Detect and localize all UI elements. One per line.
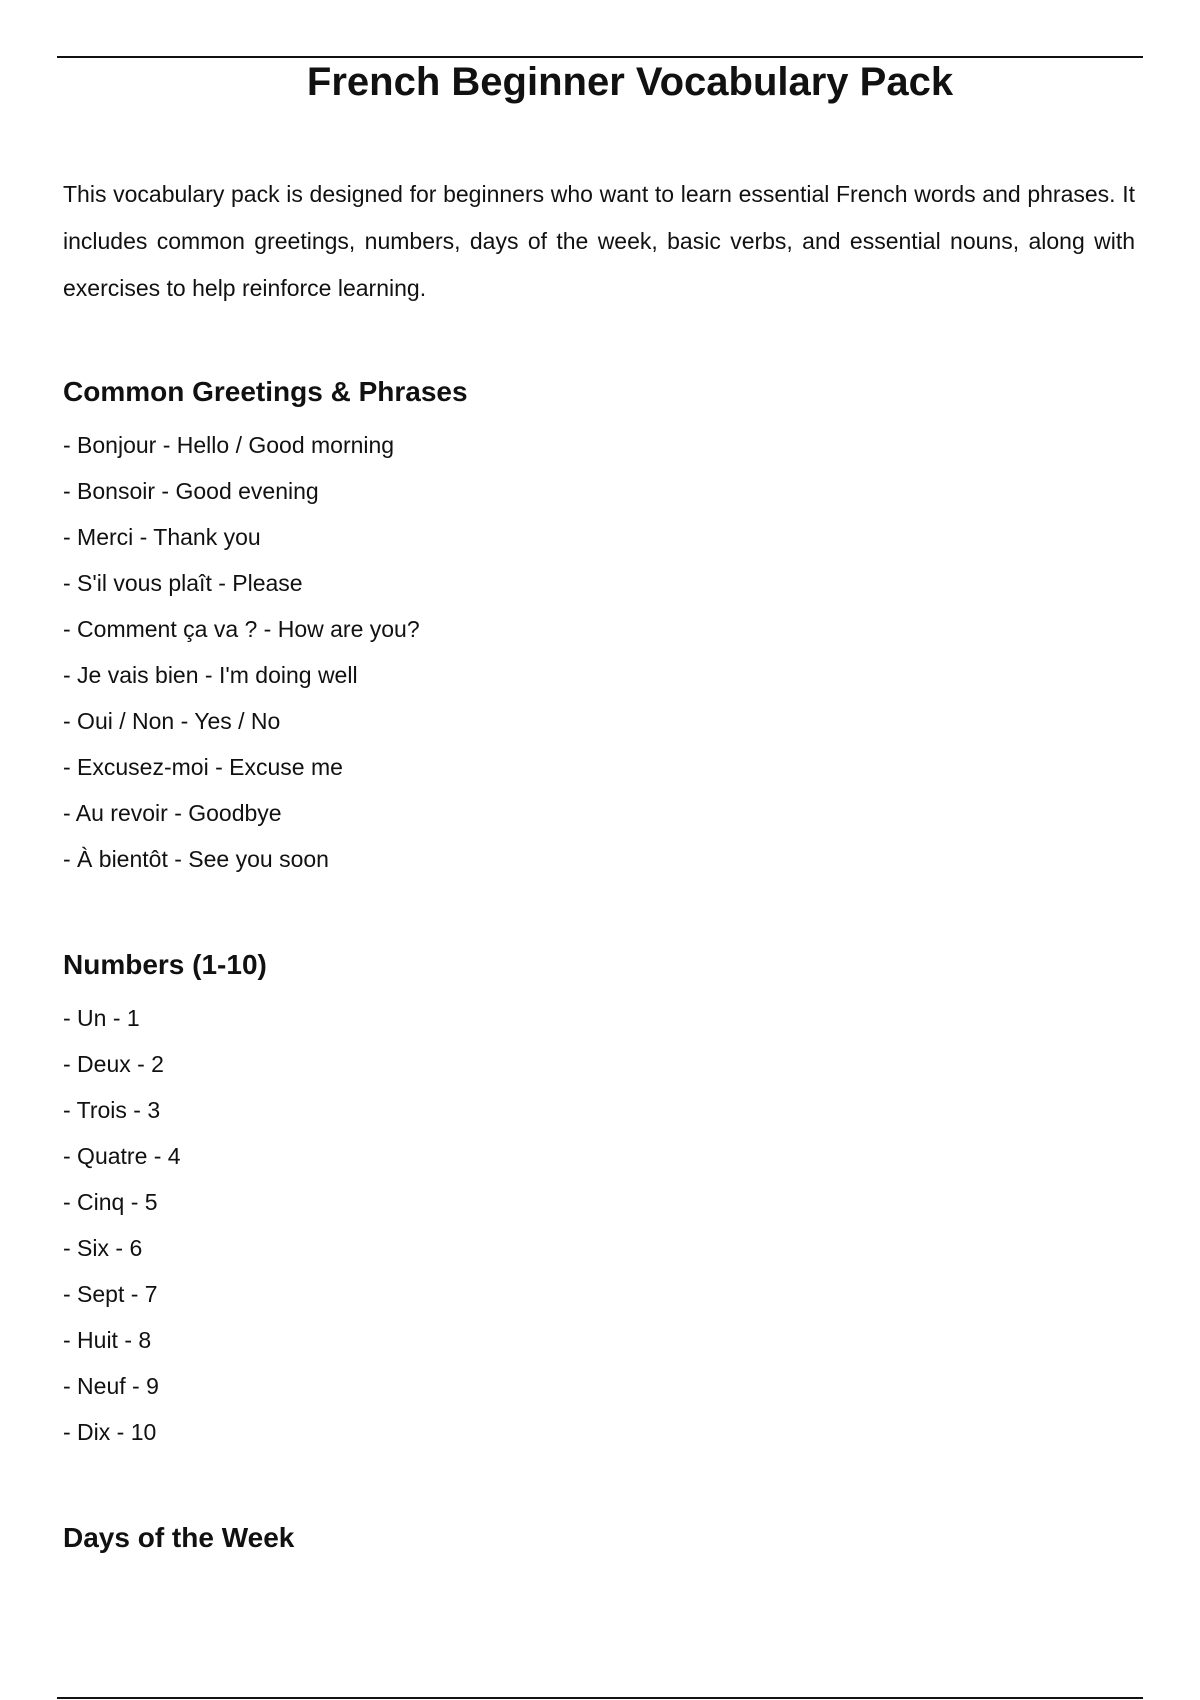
list-item: - Merci - Thank you (63, 524, 261, 550)
greetings-list (63, 422, 420, 882)
list-item: - Huit - 8 (63, 1327, 152, 1353)
list-item: - Excusez-moi - Excuse me (63, 754, 343, 780)
list-item: - Comment ça va ? - How are you? (63, 616, 420, 642)
list-item: - Bonjour - Hello / Good morning (63, 432, 395, 458)
page-title: French Beginner Vocabulary Pack (306, 60, 954, 104)
list-item: - Neuf - 9 (63, 1373, 159, 1399)
list-item: - Je vais bien - I'm doing well (63, 662, 358, 688)
list-item: - S'il vous plaît - Please (63, 570, 303, 596)
list-item: - Dix - 10 (63, 1419, 157, 1445)
numbers-list (63, 995, 181, 1455)
list-item: - Sept - 7 (63, 1281, 158, 1307)
list-item: - Oui / Non - Yes / No (63, 708, 281, 734)
section-heading-greetings: Common Greetings & Phrases (63, 376, 468, 407)
section-heading-numbers: Numbers (1-10) (63, 949, 267, 980)
list-item: - Au revoir - Goodbye (63, 800, 282, 826)
list-item: - Six - 6 (63, 1235, 143, 1261)
intro-paragraph: This vocabulary pack is designed for beginners who want to learn essential French words and phrases. It includes common greetings, numbers, days of the week, basic verbs, and essential nouns, along with exercises to help reinforce learning. (63, 181, 1135, 301)
list-item: - Un - 1 (63, 1005, 140, 1031)
section-heading-days: Days of the Week (63, 1522, 295, 1553)
bottom-rule (57, 1697, 1143, 1699)
list-item: - À bientôt - See you soon (63, 846, 329, 872)
list-item: - Trois - 3 (63, 1097, 161, 1123)
list-item: - Deux - 2 (63, 1051, 164, 1077)
list-item: - Bonsoir - Good evening (63, 478, 319, 504)
list-item: - Quatre - 4 (63, 1143, 181, 1169)
list-item: - Cinq - 5 (63, 1189, 158, 1215)
